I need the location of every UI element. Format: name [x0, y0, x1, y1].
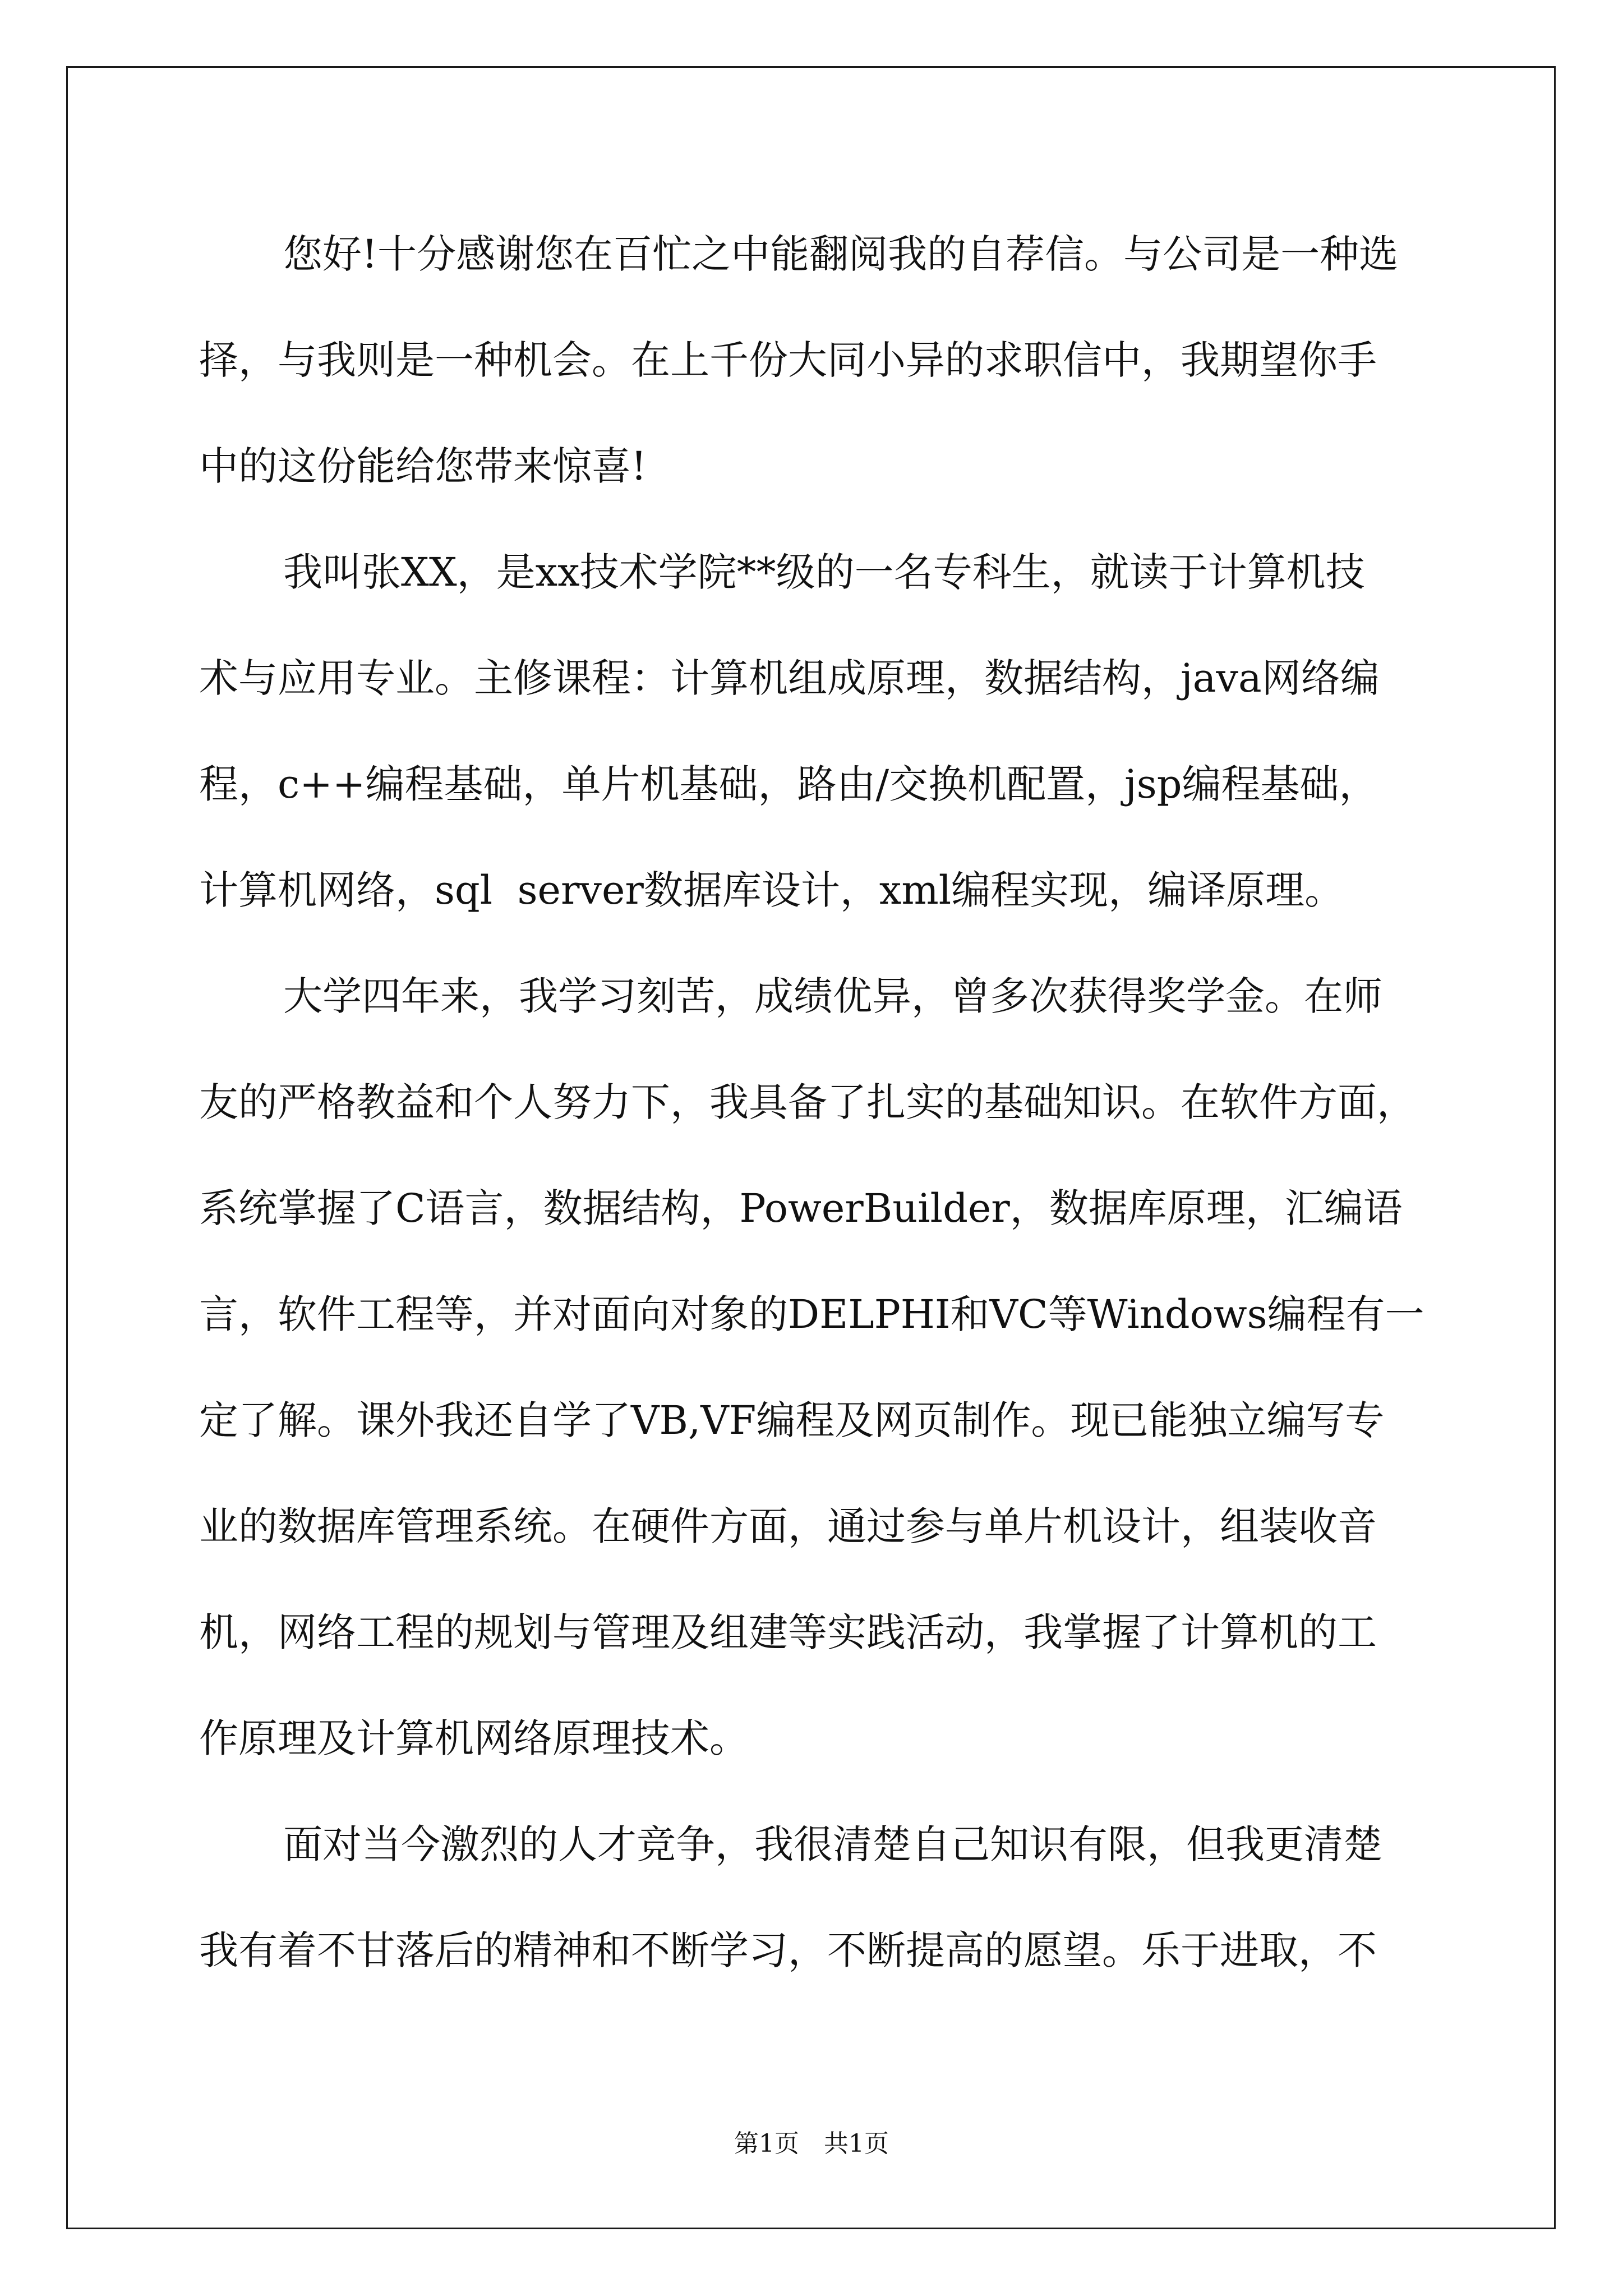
paragraph-1-line-1: 您好!十分感谢您在百忙之中能翻阅我的自荐信。与公司是一种选	[283, 231, 1399, 277]
paragraph-3-line-6: 业的数据库管理系统。在硬件方面，通过参与单片机设计，组装收音	[199, 1503, 1377, 1549]
paragraph-4-line-1: 面对当今激烈的人才竞争，我很清楚自己知识有限，但我更清楚	[283, 1821, 1382, 1867]
paragraph-3-line-8: 作原理及计算机网络原理技术。	[199, 1715, 749, 1761]
paragraph-2-line-1: 我叫张XX，是xx技术学院**级的一名专科生，就读于计算机技	[283, 549, 1365, 595]
paragraph-3-line-2: 友的严格教益和个人努力下，我具备了扎实的基础知识。在软件方面，	[199, 1079, 1416, 1125]
paragraph-3-line-7: 机，网络工程的规划与管理及组建等实践活动，我掌握了计算机的工	[199, 1609, 1377, 1655]
paragraph-3-line-3: 系统掌握了C语言，数据结构，PowerBuilder，数据库原理，汇编语	[199, 1185, 1403, 1231]
paragraph-3-line-5: 定了解。课外我还自学了VB,VF编程及网页制作。现已能独立编写专	[199, 1397, 1385, 1443]
page-footer: 第1页 共1页	[734, 2129, 889, 2158]
paragraph-4-line-2: 我有着不甘落后的精神和不断学习，不断提高的愿望。乐于进取，不	[199, 1927, 1377, 1973]
paragraph-3-line-1: 大学四年来，我学习刻苦，成绩优异，曾多次获得奖学金。在师	[283, 973, 1382, 1019]
paragraph-2-line-4: 计算机网络，sql server数据库设计，xml编程实现，编译原理。	[199, 867, 1344, 913]
paragraph-2-line-3: 程，c++编程基础，单片机基础，路由/交换机配置，jsp编程基础，	[199, 761, 1378, 807]
paragraph-1-line-2: 择，与我则是一种机会。在上千份大同小异的求职信中，我期望你手	[199, 337, 1377, 383]
paragraph-2-line-2: 术与应用专业。主修课程：计算机组成原理，数据结构，java网络编	[199, 655, 1380, 701]
paragraph-3-line-4: 言，软件工程等，并对面向对象的DELPHI和VC等Windows编程有一	[199, 1291, 1424, 1337]
paragraph-1-line-3: 中的这份能给您带来惊喜!	[199, 443, 647, 489]
